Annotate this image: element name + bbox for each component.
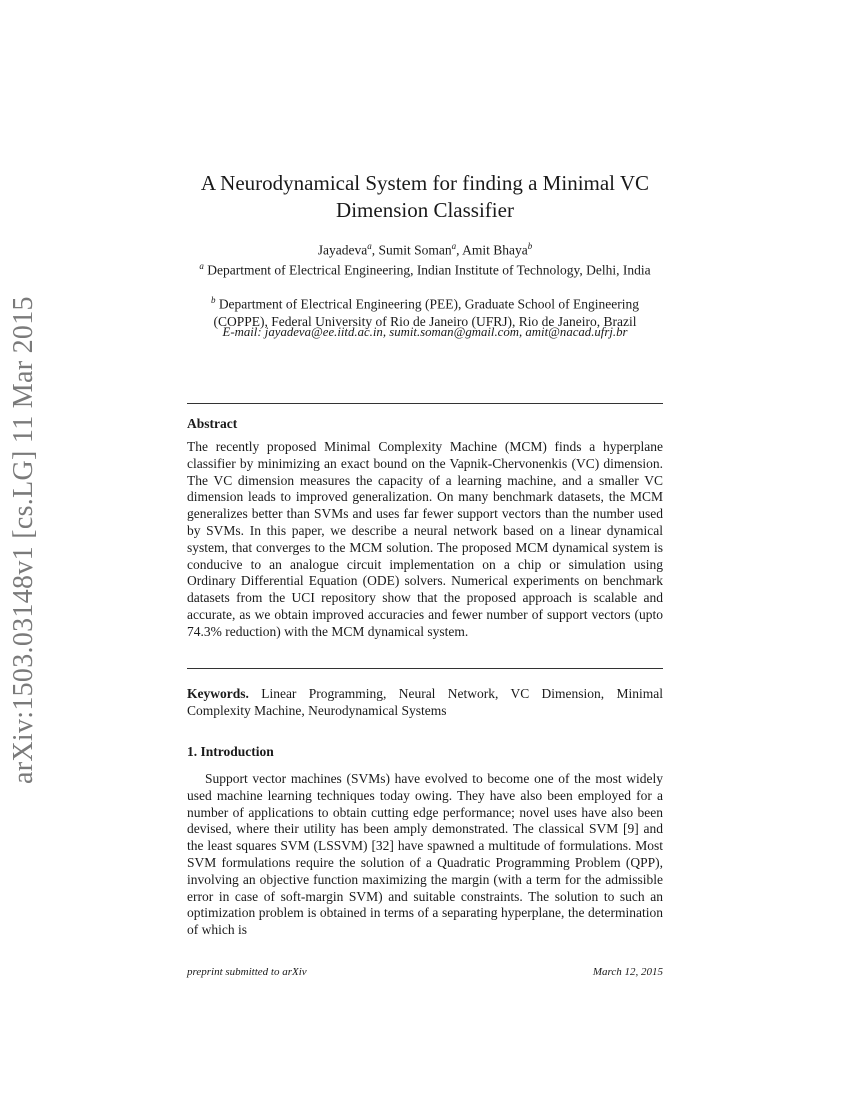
keywords-label: Keywords.: [187, 686, 249, 701]
author-separator: ,: [371, 242, 379, 258]
introduction-body: Support vector machines (SVMs) have evolved to become one of the most widely used machine learning techniques today owing. They have also been employed for a number of applications to obtain cutting edge performance; novel uses have also been devised, where their utility has been amply demonstrated. The classical SVM [9] and the least squares SVM (LSSVM) [32] have spawned a multitude of formulations. Most SVM formulations require the solution of a Quadratic Programming Problem (QPP), involving an objective function maximizing the margin (with a term for the admissible error in case of soft-margin SVM) and suitable constraints. The solution to such an optimization problem is obtained in terms of a separating hyperplane, the determination of which is: [187, 771, 663, 938]
author-emails: E-mail: jayadeva@ee.iitd.ac.in, sumit.soman@gmail.com, amit@nacad.ufrj.br: [222, 325, 628, 339]
abstract-top-rule: [187, 403, 663, 404]
footer-preprint-note: preprint submitted to arXiv: [187, 966, 307, 978]
keywords: [187, 686, 663, 720]
section-heading-introduction: 1. Introduction: [187, 744, 274, 759]
affiliation-text: Department of Electrical Engineering (PEE), Graduate School of Engineering (COPPE), Federal University of Rio de Janeiro (UFRJ), Rio de Janeiro, Brazil: [213, 296, 640, 329]
affiliation-mark: a: [199, 261, 204, 271]
title-line-1: A Neurodynamical System for finding a Minimal VC: [200, 171, 650, 195]
footer-date: March 12, 2015: [592, 966, 663, 978]
author-affiliation-mark: a: [451, 241, 457, 251]
abstract-bottom-rule: [187, 668, 663, 669]
author-list: [187, 238, 663, 259]
author-name: Amit Bhaya: [462, 242, 528, 258]
paper-title: [187, 170, 663, 224]
affiliation-mark: b: [210, 295, 216, 305]
abstract-body: The recently proposed Minimal Complexity Machine (MCM) finds a hyperplane classifier by minimizing an exact bound on the Vapnik-Chervonenkis (VC) dimension. The VC dimension measures the capacity of a learning machine, and a smaller VC dimension leads to improved generalization. On many benchmark datasets, the MCM generalizes better than SVMs and uses far fewer support vectors than the number used by SVMs. In this paper, we describe a neural network based on a linear dynamical system, that converges to the MCM solution. The proposed MCM dynamical system is conducive to an analogue circuit implementation on a chip or simulation using Ordinary Differential Equation (ODE) solvers. Numerical experiments on benchmark datasets from the UCI repository show that the proposed approach is scalable and accurate, as we obtain improved accuracies and fewer number of support vectors (upto 74.3% reduction) with the MCM dynamical system.: [187, 439, 663, 639]
title-line-2: Dimension Classifier: [336, 198, 514, 222]
affiliation-a: [187, 258, 663, 279]
author-name: Jayadeva: [317, 242, 368, 258]
author-affiliation-mark: b: [527, 241, 533, 251]
arxiv-identifier: arXiv:1503.03148v1 [cs.LG] 11 Mar 2015: [8, 296, 39, 784]
affiliation-text: Department of Electrical Engineering, Indian Institute of Technology, Delhi, India: [203, 262, 651, 278]
keywords-list: Linear Programming, Neural Network, VC Dimension, Minimal Complexity Machine, Neurodynamical Systems: [187, 686, 663, 718]
author-affiliation-mark: a: [367, 241, 372, 251]
author-separator: ,: [456, 242, 463, 258]
author-name: Sumit Soman: [378, 242, 452, 258]
abstract-heading: Abstract: [187, 416, 238, 431]
